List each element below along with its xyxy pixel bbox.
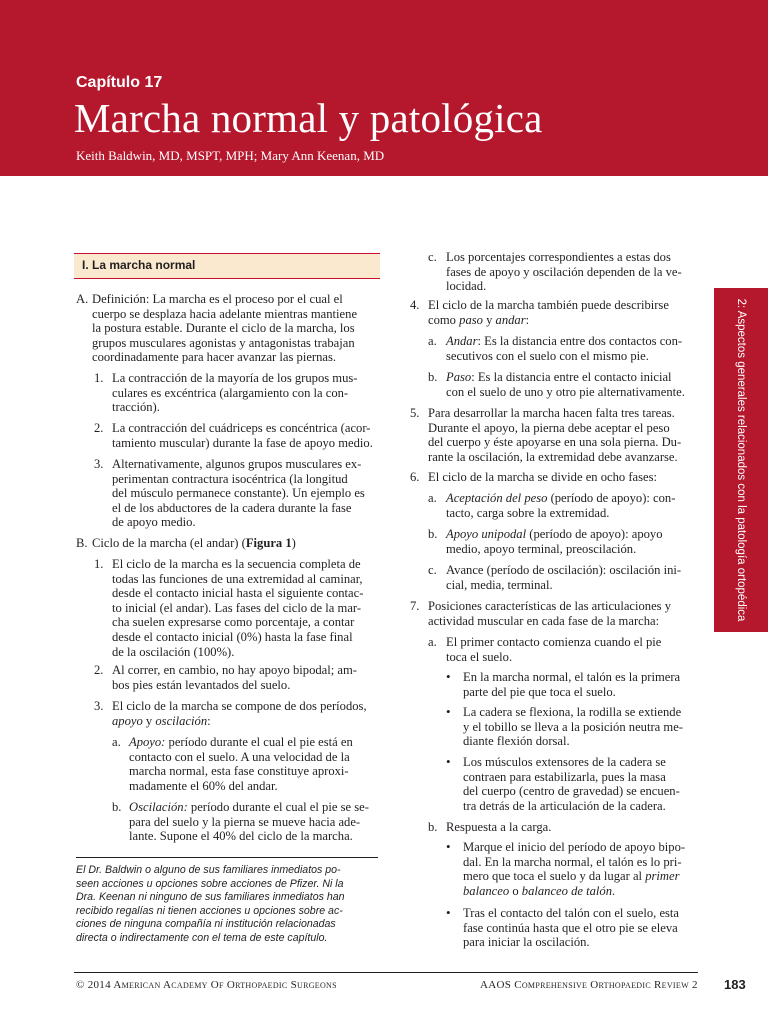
paragraph-6b	[446, 527, 698, 556]
text-line: del músculo permanece constante). Un ejemplo es	[112, 486, 365, 501]
text-line: Durante el apoyo, la pierna debe aceptar el peso	[428, 420, 670, 435]
item-label: b.	[428, 820, 438, 834]
text-line	[446, 527, 698, 542]
text-line: para iniciar la oscilación.	[463, 935, 590, 950]
text-line: grupos musculares agonistas y antagonistas trabajan	[92, 335, 355, 350]
paragraph-5	[428, 406, 698, 464]
paragraph-4b	[446, 370, 698, 399]
footer-divider	[74, 972, 698, 973]
text-run: período durante el cual el pie se se-	[187, 800, 369, 814]
text-line	[428, 313, 698, 328]
bullet-item	[463, 670, 698, 699]
text-run: período durante el cual el pie está en	[165, 735, 353, 749]
text-line: para del suelo y la pierna se mueve hacia ade-	[129, 814, 361, 829]
chapter-label: Capítulo 17	[76, 74, 163, 91]
text-line	[463, 869, 698, 884]
italic-term: oscilación	[155, 713, 208, 728]
text-line: contacto con el suelo. A una velocidad de la	[129, 749, 350, 764]
bullet-item	[463, 840, 698, 898]
paragraph-c	[446, 250, 698, 294]
text-run: Ciclo de la marcha (el andar) (	[92, 536, 246, 550]
italic-term: Apoyo unipodal	[446, 527, 527, 541]
item-label: a.	[428, 334, 437, 348]
text-line: la postura estable. Durante el ciclo de la marcha, los	[92, 321, 355, 336]
italic-term: primer	[645, 869, 680, 884]
text-line: seen acciones u opciones sobre acciones de Pfizer. Ni la	[76, 877, 344, 890]
text-line: La cadera se flexiona, la rodilla se extiende	[463, 705, 682, 719]
item-label: 6.	[410, 470, 420, 484]
text-line: de apoyo medio.	[112, 515, 196, 530]
italic-term: Apoyo:	[129, 735, 166, 749]
sidebar-section-label: 2: Aspectos generales relacionados con la patología ortopédica	[735, 298, 747, 622]
text-line: Posiciones características de las articulaciones y	[428, 599, 672, 613]
text-line: dal. En la marcha normal, el talón es lo pri-	[463, 854, 682, 869]
item-label: B.	[76, 536, 88, 550]
paragraph-7	[428, 599, 698, 628]
item-label: a.	[112, 735, 121, 749]
text-run: o	[509, 883, 522, 898]
text-line: directa o indirectamente con el tema de este capítulo.	[76, 931, 328, 944]
text-line: coordinadamente para hacer avanzar las piernas.	[92, 350, 337, 365]
text-line: La contracción de la mayoría de los grupos mus-	[112, 371, 358, 385]
text-run: y	[142, 713, 156, 728]
item-label: 2.	[94, 421, 104, 435]
text-run: :	[207, 713, 211, 728]
text-line: de la oscilación (100%).	[112, 644, 235, 659]
bullet-marker: •	[446, 754, 451, 769]
text-line: el de los abductores de la cadera durante la fase	[112, 500, 352, 515]
text-line: madamente el 60% del andar.	[129, 778, 278, 793]
text-line: El ciclo de la marcha también puede describirse	[428, 298, 669, 312]
text-run: (período de apoyo): apoyo	[526, 527, 663, 541]
text-line: bos pies están levantados del suelo.	[112, 677, 291, 692]
paragraph-6: El ciclo de la marcha se divide en ocho fases:	[428, 470, 658, 484]
section-title: I. La marcha normal	[82, 258, 196, 272]
text-line: Marque el inicio del período de apoyo bipo-	[463, 840, 686, 854]
italic-term: balanceo de talón	[521, 883, 613, 898]
text-line: to inicial (el andar). Las fases del ciclo de la mar-	[112, 600, 362, 615]
italic-term: Aceptación del peso	[446, 491, 548, 505]
text-line: Los músculos extensores de la cadera se	[463, 755, 666, 769]
text-line: fases de apoyo y oscilación dependen de la ve-	[446, 264, 682, 279]
text-line: marcha normal, esta fase constituye aproxi-	[129, 764, 349, 779]
text-line: rante la oscilación, la extremidad debe avanzarse.	[428, 449, 678, 464]
text-line: del cuerpo (centro de gravedad) se encuen-	[463, 784, 680, 799]
text-line: cuerpo se desplaza hacia adelante mientras mantiene	[92, 306, 358, 321]
paragraph-7a	[446, 635, 698, 664]
item-label: 3.	[94, 699, 104, 713]
footer-copyright: © 2014 American Academy Of Orthopaedic Surgeons	[76, 979, 337, 991]
item-label: 2.	[94, 663, 104, 677]
paragraph-4a	[446, 334, 698, 363]
text-run: como	[428, 312, 460, 327]
footer-publication: AAOS Comprehensive Orthopaedic Review 2	[480, 979, 698, 991]
item-label: 1.	[94, 557, 104, 571]
item-label: 7.	[410, 599, 420, 613]
bullet-marker: •	[446, 669, 451, 684]
text-line: locidad.	[446, 279, 487, 294]
italic-term: andar	[495, 312, 526, 327]
text-run: y	[482, 312, 496, 327]
text-line: En la marcha normal, el talón es la primera	[463, 670, 681, 684]
item-label: 1.	[94, 371, 104, 385]
text-line: cial, media, terminal.	[446, 577, 553, 592]
text-line: actividad muscular en cada fase de la marcha:	[428, 613, 660, 628]
text-line: lante. Supone el 40% del ciclo de la marcha.	[129, 829, 353, 844]
item-label: 3.	[94, 457, 104, 471]
bullet-item	[463, 755, 698, 813]
item-label: a.	[428, 491, 437, 505]
italic-term: Oscilación:	[129, 800, 188, 814]
item-label: b.	[428, 527, 438, 541]
text-line: cha suelen expresarse como porcentaje, a contar	[112, 615, 355, 630]
item-label: b.	[112, 800, 122, 814]
text-line: con el suelo de uno y otro pie alternativamente.	[446, 384, 685, 399]
bullet-item	[463, 705, 698, 749]
text-line: todas las funciones de una extremidad al caminar,	[112, 571, 363, 586]
text-line: Definición: La marcha es el proceso por el cual el	[92, 292, 343, 306]
text-line: tra detrás de la articulación de la cadera.	[463, 798, 666, 813]
text-line: perimentan contractura isocéntrica (la longitud	[112, 471, 348, 486]
item-label: c.	[428, 250, 437, 264]
text-line: El ciclo de la marcha se compone de dos períodos,	[112, 699, 367, 713]
text-line: toca el suelo.	[446, 649, 513, 664]
text-line: La contracción del cuádriceps es concéntrica (acor-	[112, 421, 371, 435]
item-label: 4.	[410, 298, 420, 312]
text-line: Para desarrollar la marcha hacen falta tres tareas.	[428, 406, 675, 420]
italic-term: paso	[459, 312, 483, 327]
text-line	[446, 491, 698, 506]
italic-term: Andar	[446, 334, 478, 348]
text-line: fase continúa hasta que el otro pie se eleva	[463, 920, 678, 935]
text-line: El ciclo de la marcha es la secuencia completa de	[112, 557, 361, 571]
text-run: : Es la distancia entre dos contactos con-	[477, 334, 683, 348]
text-line: medio, apoyo terminal, preoscilación.	[446, 541, 637, 556]
italic-term: apoyo	[112, 713, 143, 728]
text-run: : Es la distancia entre el contacto inicial	[471, 370, 672, 384]
italic-term: Paso	[446, 370, 472, 384]
text-run: :	[525, 312, 530, 327]
text-line: parte del pie que toca el suelo.	[463, 684, 616, 699]
text-line: Dra. Keenan ni ninguno de sus familiares inmediatos han	[76, 891, 345, 904]
text-line: y el tobillo se lleva a la posición neutra me-	[463, 719, 683, 734]
text-run: .	[612, 883, 616, 898]
text-line: Avance (período de oscilación): oscilación ini-	[446, 563, 682, 577]
bullet-marker: •	[446, 905, 451, 920]
bullet-marker: •	[446, 839, 451, 854]
text-run: mero que toca el suelo y da lugar al	[463, 869, 646, 884]
text-line: El Dr. Baldwin o alguno de sus familiares inmediatos po-	[76, 864, 341, 876]
bullet-marker: •	[446, 704, 451, 719]
text-line: Alternativamente, algunos grupos musculares ex-	[112, 457, 362, 471]
item-label: A.	[76, 292, 89, 306]
paragraph-6c	[446, 563, 698, 592]
text-line: Al correr, en cambio, no hay apoyo bipodal; am-	[112, 663, 357, 677]
text-line: desde el contacto inicial (0%) hasta la fase final	[112, 629, 353, 644]
item-label: b.	[428, 370, 438, 384]
italic-term: balanceo	[463, 883, 510, 898]
text-line: tacto, carga sobre la extremidad.	[446, 505, 610, 520]
text-line: desde el contacto inicial hasta el siguiente contac-	[112, 586, 364, 601]
paragraph-7b: Respuesta a la carga.	[446, 820, 552, 834]
text-line: secutivos con el suelo con el mismo pie.	[446, 348, 649, 363]
text-line: El primer contacto comienza cuando el pie	[446, 635, 662, 649]
text-line	[463, 884, 698, 899]
text-line: Los porcentajes correspondientes a estas dos	[446, 250, 671, 264]
text-line: tracción).	[112, 400, 160, 415]
chapter-authors: Keith Baldwin, MD, MSPT, MPH; Mary Ann Keenan, MD	[76, 148, 385, 163]
text-run: (período de apoyo): con-	[547, 491, 676, 505]
bullet-item	[463, 906, 698, 950]
text-line: tamiento muscular) durante la fase de apoyo medio.	[112, 435, 373, 450]
text-line: ciones de ninguna compañía ni institución relacionadas	[76, 918, 336, 931]
item-label: c.	[428, 563, 437, 577]
item-label: 5.	[410, 406, 420, 420]
figure-reference[interactable]: Figura 1	[245, 536, 292, 550]
text-line: recibido regalías ni tienen acciones u opciones sobre ac-	[76, 904, 343, 917]
chapter-title: Marcha normal y patológica	[74, 95, 543, 141]
paragraph-4	[428, 298, 698, 327]
text-line: contraen para estabilizarla, pues la masa	[463, 769, 666, 784]
text-line	[446, 370, 698, 385]
text-line	[446, 334, 698, 349]
text-line: del cuerpo y éste apoyarse en una sola pierna. Du-	[428, 435, 682, 450]
text-line: Tras el contacto del talón con el suelo, esta	[463, 906, 680, 920]
paragraph-6a	[446, 491, 698, 520]
text-line: culares es excéntrica (alargamiento con la con-	[112, 385, 349, 400]
text-run: )	[291, 536, 296, 550]
item-label: a.	[428, 635, 437, 649]
page-number: 183	[724, 977, 746, 992]
text-line: diante flexión dorsal.	[463, 734, 570, 749]
